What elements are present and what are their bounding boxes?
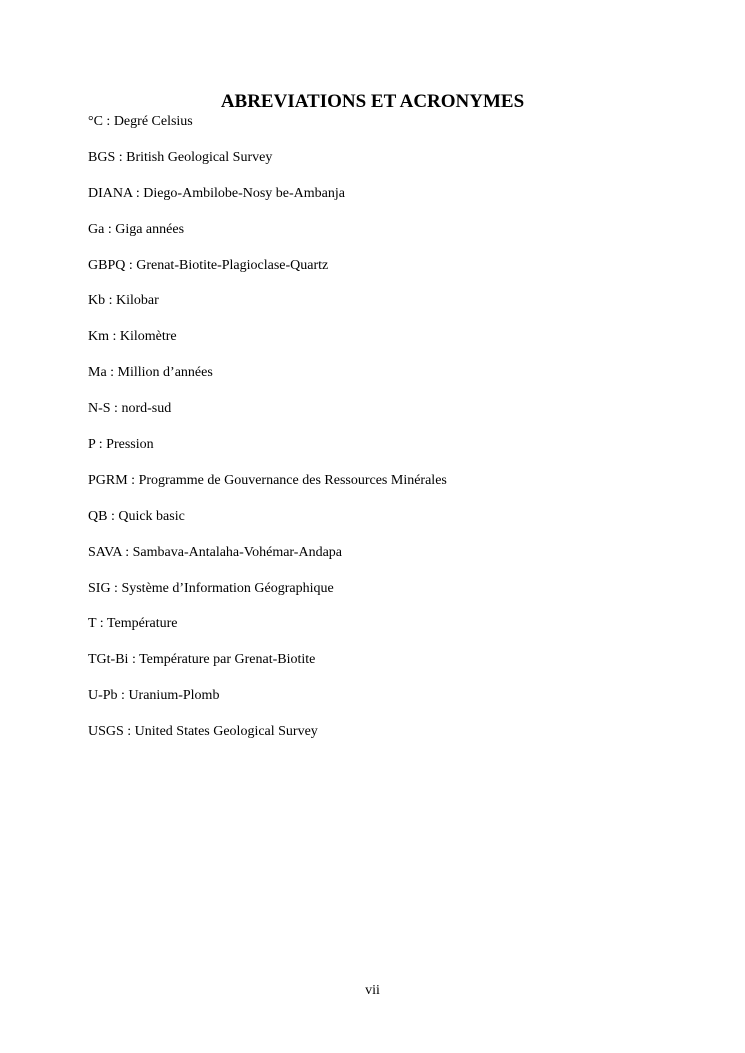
list-item: Kb : Kilobar	[88, 293, 159, 309]
list-item: GBPQ : Grenat-Biotite-Plagioclase-Quartz	[88, 257, 329, 273]
list-item: N-S : nord-sud	[88, 401, 172, 417]
list-item: Ma : Million d’années	[88, 365, 213, 381]
list-item: USGS : United States Geological Survey	[88, 724, 318, 740]
list-item: Ga : Giga années	[88, 221, 185, 237]
list-item: TGt-Bi : Température par Grenat-Biotite	[88, 652, 316, 668]
list-item: U-Pb : Uranium-Plomb	[88, 688, 220, 704]
list-item: °C : Degré Celsius	[88, 114, 193, 129]
list-item: SAVA : Sambava-Antalaha-Vohémar-Andapa	[88, 544, 343, 560]
abbreviation-list	[88, 113, 447, 759]
list-item: BGS : British Geological Survey	[88, 149, 273, 165]
list-item: SIG : Système d’Information Géographique	[88, 580, 334, 596]
page-number: vii	[365, 983, 380, 998]
list-item: T : Température	[88, 616, 178, 632]
page-title: ABREVIATIONS ET ACRONYMES	[220, 91, 525, 112]
list-item: DIANA : Diego-Ambilobe-Nosy be-Ambanja	[88, 185, 346, 201]
list-item: PGRM : Programme de Gouvernance des Ressources Minérales	[88, 472, 447, 488]
list-item: Km : Kilomètre	[88, 329, 177, 345]
list-item: QB : Quick basic	[88, 508, 185, 524]
list-item: P : Pression	[88, 437, 154, 453]
